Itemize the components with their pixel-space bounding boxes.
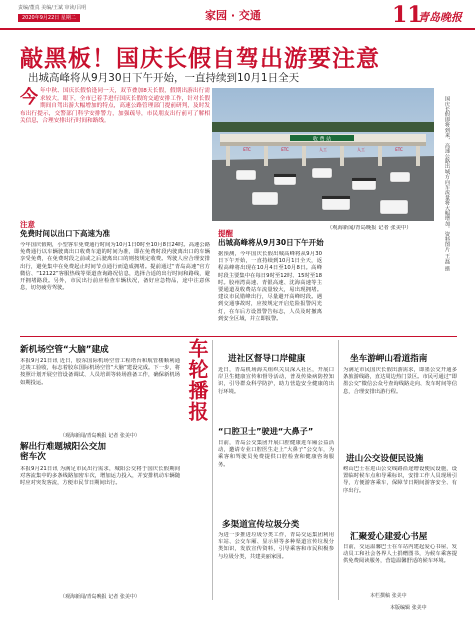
garbage-sorting-body: 为进一步推进垃圾分类工作，青岛交运集团利用车站、公交车厢、显示屏等多种渠道宣传垃圾分类知识，发放宣传资料，引导乘客和市民积极参与垃圾分类，共建美丽家园。	[218, 532, 334, 560]
health-check-body: 近日，青岛机场海关组织关员深入社区，开展口岸卫生健康宣传和督导活动，普及传染病防控知识，引导群众科学防护，助力营造安全健康的出行环境。	[218, 367, 334, 395]
newspaper-logo: 青岛晚报	[418, 11, 462, 24]
garbage-sorting-title: 多渠道宣传垃圾分类	[222, 520, 300, 530]
drop-cap: 今	[20, 87, 38, 108]
column-divider	[338, 340, 339, 600]
lane-label: ETC	[281, 147, 289, 152]
chengyang-bus-title: 解出行难题城阳公交加密车次	[20, 442, 106, 462]
peak-label: 提醒	[218, 229, 233, 238]
lane-label: ETC	[395, 147, 403, 152]
header-meta	[18, 4, 86, 22]
peak-byline: （观海新闻/青岛晚报 记者 张美中）	[327, 225, 412, 231]
new-airport-body: 本报9月21日讯 近日，胶东国际机场空管工程塔台和航管楼顺利通过竣工验收，标志着胶东国际机场空管“大脑”建设完成。下一步，将按照计划开展空管设备调试、人员培训等转场准备工作，确保新机场如期投运。	[20, 358, 180, 386]
scenic-bus-body: 为满足市民国庆长假出游需求，即墨公交开通多条旅游线路，直达周边热门景区。市民可通过“即墨公交”微信公众号查询线路走向、发车时间等信息，合理安排出游行程。	[343, 367, 457, 395]
page-editor: 本版编辑 张美中	[390, 605, 427, 611]
book-house-body: 日前，交运温馨巴士在车站内建起爱心书屋，发动员工和社会各界人士捐赠图书，为候车乘客提供免费阅读服务，营造温馨舒适的候车环境。	[343, 544, 457, 565]
highway-label: 注意	[20, 220, 35, 229]
section-divider	[20, 336, 457, 337]
dental-bus-body: 日前，青岛公交集团开展口腔健康进车厢公益活动，邀请专业口腔医生走上“大鼻子”公交车，为乘客和驾驶员免费提供口腔检查和健康咨询服务。	[218, 440, 334, 468]
peak-body: 据预测，今年国庆长假出城高峰将从9月30日下午开始，一直持续到10月1日全天，返程高峰将出现在10月4日至10月8日。高峰时段主要集中在每日9时至12时、15时至18时。胶州湾高速、青银高速、沈海高速等主要通道及收费站车流量较大，易出现拥堵。建议市民错峰出行，尽量避开高峰时段。遇到交通事故时，应按规定开启危险报警闪光灯，在车后方设置警告标志，人员及时撤离到安全区域，并立即报警。	[218, 251, 322, 322]
highway-subtitle: 免费时间以出口下高速为准	[20, 229, 110, 238]
column-byline: 本栏撰稿 张美中	[370, 593, 407, 599]
peak-subtitle: 出城高峰将从9月30日下午开始	[218, 238, 324, 247]
toll-plaza-illustration	[212, 88, 434, 221]
lead-paragraph	[20, 88, 210, 126]
page-header	[0, 0, 475, 30]
mountain-bus-title: 进山公交设便民设施	[346, 454, 424, 464]
book-house-title: 汇聚爱心建爱心书屋	[350, 532, 428, 542]
toll-plaza-photo	[212, 88, 434, 221]
new-airport-byline: （观海新闻/青岛晚报 记者 张美中）	[60, 433, 140, 439]
chengyang-bus-body: 本报9月21日讯 为满足市民出行需求，城阳公交将于国庆长假期间对客流集中的多条线路加密车次，增加运力投入，并安排机动车辆随时应对突发客流，方便市民节日期间出行。	[20, 466, 180, 487]
lane-label: ETC	[243, 147, 251, 152]
header-credits: 责编/董真 美编/王斌 审读/吕明	[18, 5, 87, 11]
lane-label: 人工	[357, 147, 365, 152]
health-check-title: 进社区督导口岸健康	[228, 354, 306, 364]
scenic-bus-title: 坐车游岬山看道指南	[350, 354, 428, 364]
main-subhead: 出城高峰将从9月30日下午开始，一直持续到10月1日全天	[28, 72, 300, 84]
chengyang-bus-byline: （观海新闻/青岛晚报 记者 张美中）	[60, 594, 140, 600]
photo-caption: 国庆长假即将到来，高速公路出城方向车流量将大幅增加。资料图片 王磊 摄	[444, 96, 450, 271]
section-name: 家园 · 交通	[205, 9, 261, 22]
header-date: 2020年9月22日 星期二	[18, 14, 80, 22]
plaza-sign-text: 收 费 站	[312, 136, 332, 143]
highway-body: 今年国庆假期，小型客车免费通行时间为10月1日0时至10月8日24时。高速公路免费通行以车辆驶离出口收费车道的时间为准，即在免费时段内驶离出口的车辆享受免费，在免费时段之前或之后驶离出口的则按规定收费。驾驶人应合理安排出行，避免集中在免费起止时间节点通行而造成拥堵。提前通过“青岛高速”官方微信、“12122”客服热线等渠道查询路况信息，选择合适的出行时间和路线，避开拥堵路段。另外，市民出行前应检查车辆状况，备好应急物品，途中注意休息，切勿疲劳驾驶。	[20, 242, 210, 292]
mountain-bus-body: 崂山巴士在进山公交线路沿途增设便民设施，设置临时候车点和导乘标识，安排工作人员现场引导，方便游客乘车，保障节日期间游客安全、有序出行。	[343, 466, 457, 494]
dental-bus-title: “口腔卫士”驶进“大鼻子”	[218, 426, 314, 436]
column-vertical-title: 车轮播报	[185, 338, 209, 422]
peak-body-continued	[327, 225, 457, 329]
lane-label: 人工	[319, 147, 327, 152]
main-headline: 敲黑板！国庆长假自驾出游要注意	[20, 46, 380, 72]
new-airport-title: 新机场空管“大脑”建成	[20, 345, 109, 355]
column-divider	[212, 340, 213, 600]
page-number: 11	[392, 2, 423, 28]
lead-text: 年中秋、国庆长假恰逢同一天，双节叠加8天长假，假期出游出行需求较大。眼下，全市已着手进行国庆长假的交通安排工作，针对长假期间自驾出游大幅增加的特点，高速公路管理部门提前研判，及时发布出行提示，交警部门科学安排警力，加强疏导，市民朋友出行前可了解相关信息，合理安排出行时间和路线。	[20, 88, 210, 125]
